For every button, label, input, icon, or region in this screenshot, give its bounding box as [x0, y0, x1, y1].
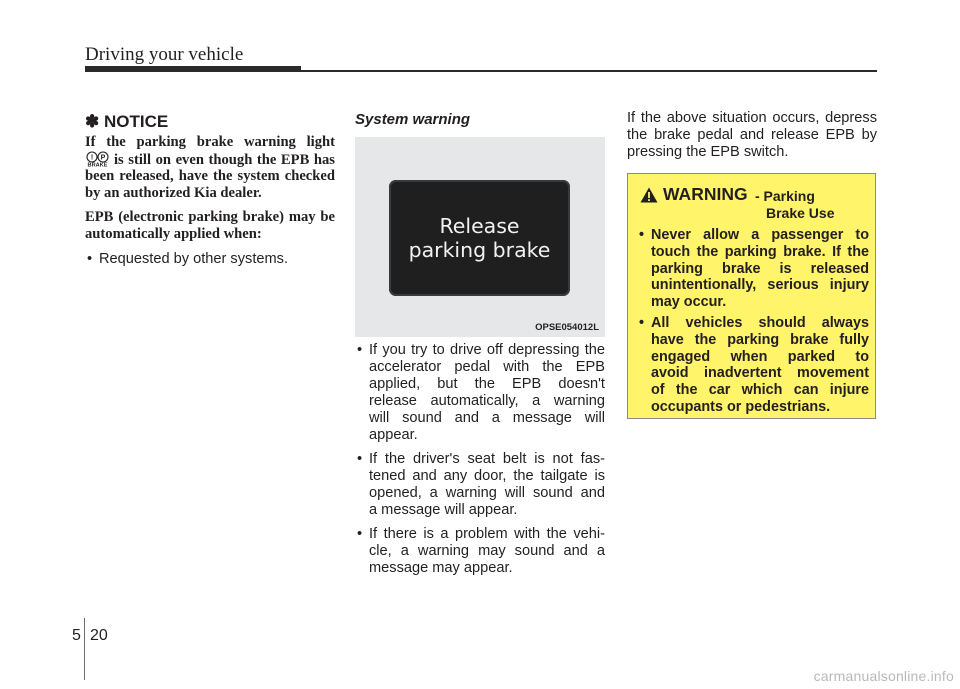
bullet-line: unintentionally, serious injury — [651, 277, 869, 294]
bullet-line: parking brake is released — [651, 260, 869, 277]
section-heading-system-warning: System warning — [355, 111, 471, 128]
list-item — [355, 342, 605, 444]
svg-text:P: P — [100, 154, 106, 162]
bullet-line: message may appear. — [369, 560, 513, 576]
bullet-line: • If you try to drive off depressing the — [369, 342, 605, 358]
bullet-line: a message will appear. — [369, 502, 518, 518]
parking-brake-warning-icon — [85, 151, 110, 167]
list-item: • Requested by other systems. — [85, 251, 335, 268]
notice-title: ✽ NOTICE — [85, 112, 169, 131]
bullet-line: may occur. — [651, 294, 727, 311]
page-header-title: Driving your vehicle — [85, 44, 244, 65]
bullet-line: will sound and a message will — [369, 410, 605, 426]
bullet-line: tened and any door, the tailgate is — [369, 468, 605, 484]
list-item — [355, 451, 605, 519]
bullet-line: engaged when parked to — [651, 348, 869, 365]
notice-paragraph-1-line1: If the parking brake warning light — [85, 134, 335, 150]
warning-triangle-icon — [640, 187, 658, 203]
page-number: 20 — [90, 627, 108, 644]
display-message-line2: parking brake — [408, 238, 551, 262]
bullet-line: release automatically, a warning — [369, 393, 605, 409]
bullet-line: occupants or pedestrians. — [651, 398, 831, 415]
notice-paragraph-1-body — [85, 152, 335, 201]
bullet-line: cle, a warning may sound and a — [369, 543, 605, 559]
list-item — [355, 526, 605, 577]
bullet-line: avoid inadvertent movement — [651, 365, 869, 382]
bullet-line: appear. — [369, 427, 418, 443]
notice-paragraph-1-rest: is still on even though the EPB has been released, have the system checked by an authorized Kia dealer. — [85, 151, 335, 201]
system-warning-bullet-list — [355, 342, 605, 584]
bullet-line: opened, a warning will sound and — [369, 485, 605, 501]
watermark-text: carmanualsonline.info — [813, 668, 954, 684]
header-rule-thin — [301, 70, 877, 72]
bullet-line: accelerator pedal with the EPB — [369, 359, 605, 375]
bullet-line: • Never allow a passenger to — [651, 227, 869, 243]
bullet-line: touch the parking brake. If the — [651, 243, 869, 260]
svg-text:!: ! — [90, 154, 94, 162]
warning-box — [627, 173, 876, 419]
warning-subtitle-1: - Parking — [755, 188, 815, 204]
bullet-line: • If the driver's seat belt is not fas- — [369, 451, 605, 467]
bullet-line: • All vehicles should always — [651, 314, 869, 331]
page-chapter-number: 5 — [72, 627, 81, 644]
notice-paragraph-2: EPB (electronic parking brake) may be automatically applied when: — [85, 209, 335, 242]
warning-title: WARNING — [663, 184, 748, 204]
list-item — [637, 227, 869, 311]
figure-code: OPSE054012L — [535, 322, 599, 333]
header-rule-thick — [85, 66, 301, 72]
bullet-line: applied, but the EPB doesn't — [369, 376, 605, 392]
cluster-display-panel — [389, 180, 570, 296]
bullet-line: of the car which can injure — [651, 382, 869, 399]
list-item — [637, 315, 869, 416]
bullet-line: • If there is a problem with the vehi- — [369, 526, 605, 542]
warning-bullet-list — [637, 227, 869, 420]
notice-paragraph-1 — [85, 134, 335, 201]
brake-icon-label: BRAKE — [87, 162, 108, 167]
footer-divider — [84, 618, 85, 680]
warning-subtitle-2: Brake Use — [766, 205, 835, 221]
display-message-line1: Release — [439, 214, 520, 238]
notice-bullet-list — [85, 251, 335, 268]
bullet-line: have the parking brake fully — [651, 331, 869, 348]
release-instructions-paragraph: If the above situation occurs, depress the brake pedal and release EPB by pressing the EPB switch. — [627, 110, 877, 160]
